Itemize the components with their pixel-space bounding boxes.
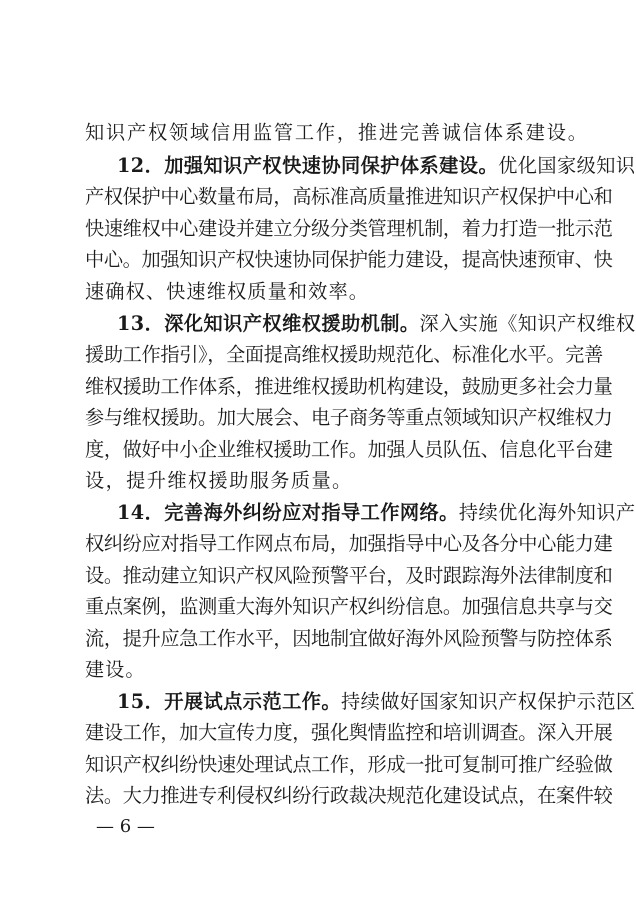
- line-14-text: 权纠纷应对指导工作网点布局，加强指导中心及各分中心能力建: [85, 532, 613, 555]
- line-14: [85, 527, 613, 561]
- page-number: — 6 —: [96, 816, 155, 837]
- line-5: [85, 243, 613, 277]
- line-12: [85, 464, 353, 498]
- line-20-text: 建设工作，加大宣传力度，强化舆情监控和培训调查。深入开展: [85, 721, 613, 744]
- line-6: [85, 275, 370, 309]
- line-17-text: 流，提升应急工作水平，因地制宜做好海外风险预警与防控体系: [85, 627, 613, 650]
- line-6-text: 速确权、快速维权质量和效率。: [85, 280, 370, 303]
- line-18-text: 建设。: [85, 658, 146, 681]
- line-4-text: 快速维权中心建设并建立分级分类管理机制，着力打造一批示范: [85, 217, 613, 240]
- line-19-heading: 15．开展试点示范工作。: [117, 690, 341, 713]
- line-20: [85, 716, 613, 750]
- line-13-heading: 14．完善海外纠纷应对指导工作网络。: [117, 501, 459, 524]
- line-7-heading: 13．深化知识产权维权援助机制。: [117, 312, 420, 335]
- line-11-text: 度，做好中小企业维权援助工作。加强人员队伍、信息化平台建: [85, 438, 613, 461]
- line-2: [117, 149, 636, 183]
- line-21-text: 知识产权纠纷快速处理试点工作，形成一批可复制可推广经验做: [85, 753, 613, 776]
- line-16: [85, 590, 613, 624]
- line-10-text: 参与维权援助。加大展会、电子商务等重点领域知识产权维权力: [85, 406, 613, 429]
- line-17: [85, 622, 613, 656]
- line-8: [85, 338, 603, 372]
- line-18: [85, 653, 145, 687]
- line-13-text: 持续优化海外知识产: [458, 501, 636, 524]
- line-9-text: 维权援助工作体系，推进维权援助机构建设，鼓励更多社会力量: [85, 375, 613, 398]
- line-10: [85, 401, 613, 435]
- line-2-text: 优化国家级知识: [498, 154, 636, 177]
- line-1-text: 知识产权领域信用监管工作，推进完善诚信体系建设。: [85, 121, 589, 144]
- line-7-text: 深入实施《知识产权维权: [419, 312, 636, 335]
- line-11: [85, 433, 613, 467]
- line-4: [85, 212, 613, 246]
- line-19: [117, 685, 636, 719]
- line-9: [85, 370, 613, 404]
- line-3-text: 产权保护中心数量布局，高标准高质量推进知识产权保护中心和: [85, 185, 613, 208]
- line-3: [85, 180, 613, 214]
- line-15-text: 设。推动建立知识产权风险预警平台，及时跟踪海外法律制度和: [85, 564, 613, 587]
- line-1: [85, 116, 589, 150]
- line-15: [85, 559, 613, 593]
- line-12-text: 设，提升维权援助服务质量。: [85, 469, 353, 492]
- line-21: [85, 748, 613, 782]
- line-2-heading: 12．加强知识产权快速协同保护体系建设。: [117, 154, 499, 177]
- line-8-text: 援助工作指引》，全面提高维权援助规范化、标准化水平。完善: [85, 343, 603, 366]
- line-22: [85, 779, 613, 813]
- line-16-text: 重点案例，监测重大海外知识产权纠纷信息。加强信息共享与交: [85, 595, 613, 618]
- line-19-text: 持续做好国家知识产权保护示范区: [340, 690, 636, 713]
- line-13: [117, 496, 636, 530]
- line-22-text: 法。大力推进专利侵权纠纷行政裁决规范化建设试点，在案件较: [85, 784, 613, 807]
- line-7: [117, 307, 636, 341]
- line-5-text: 中心。加强知识产权快速协同保护能力建设，提高快速预审、快: [85, 248, 613, 271]
